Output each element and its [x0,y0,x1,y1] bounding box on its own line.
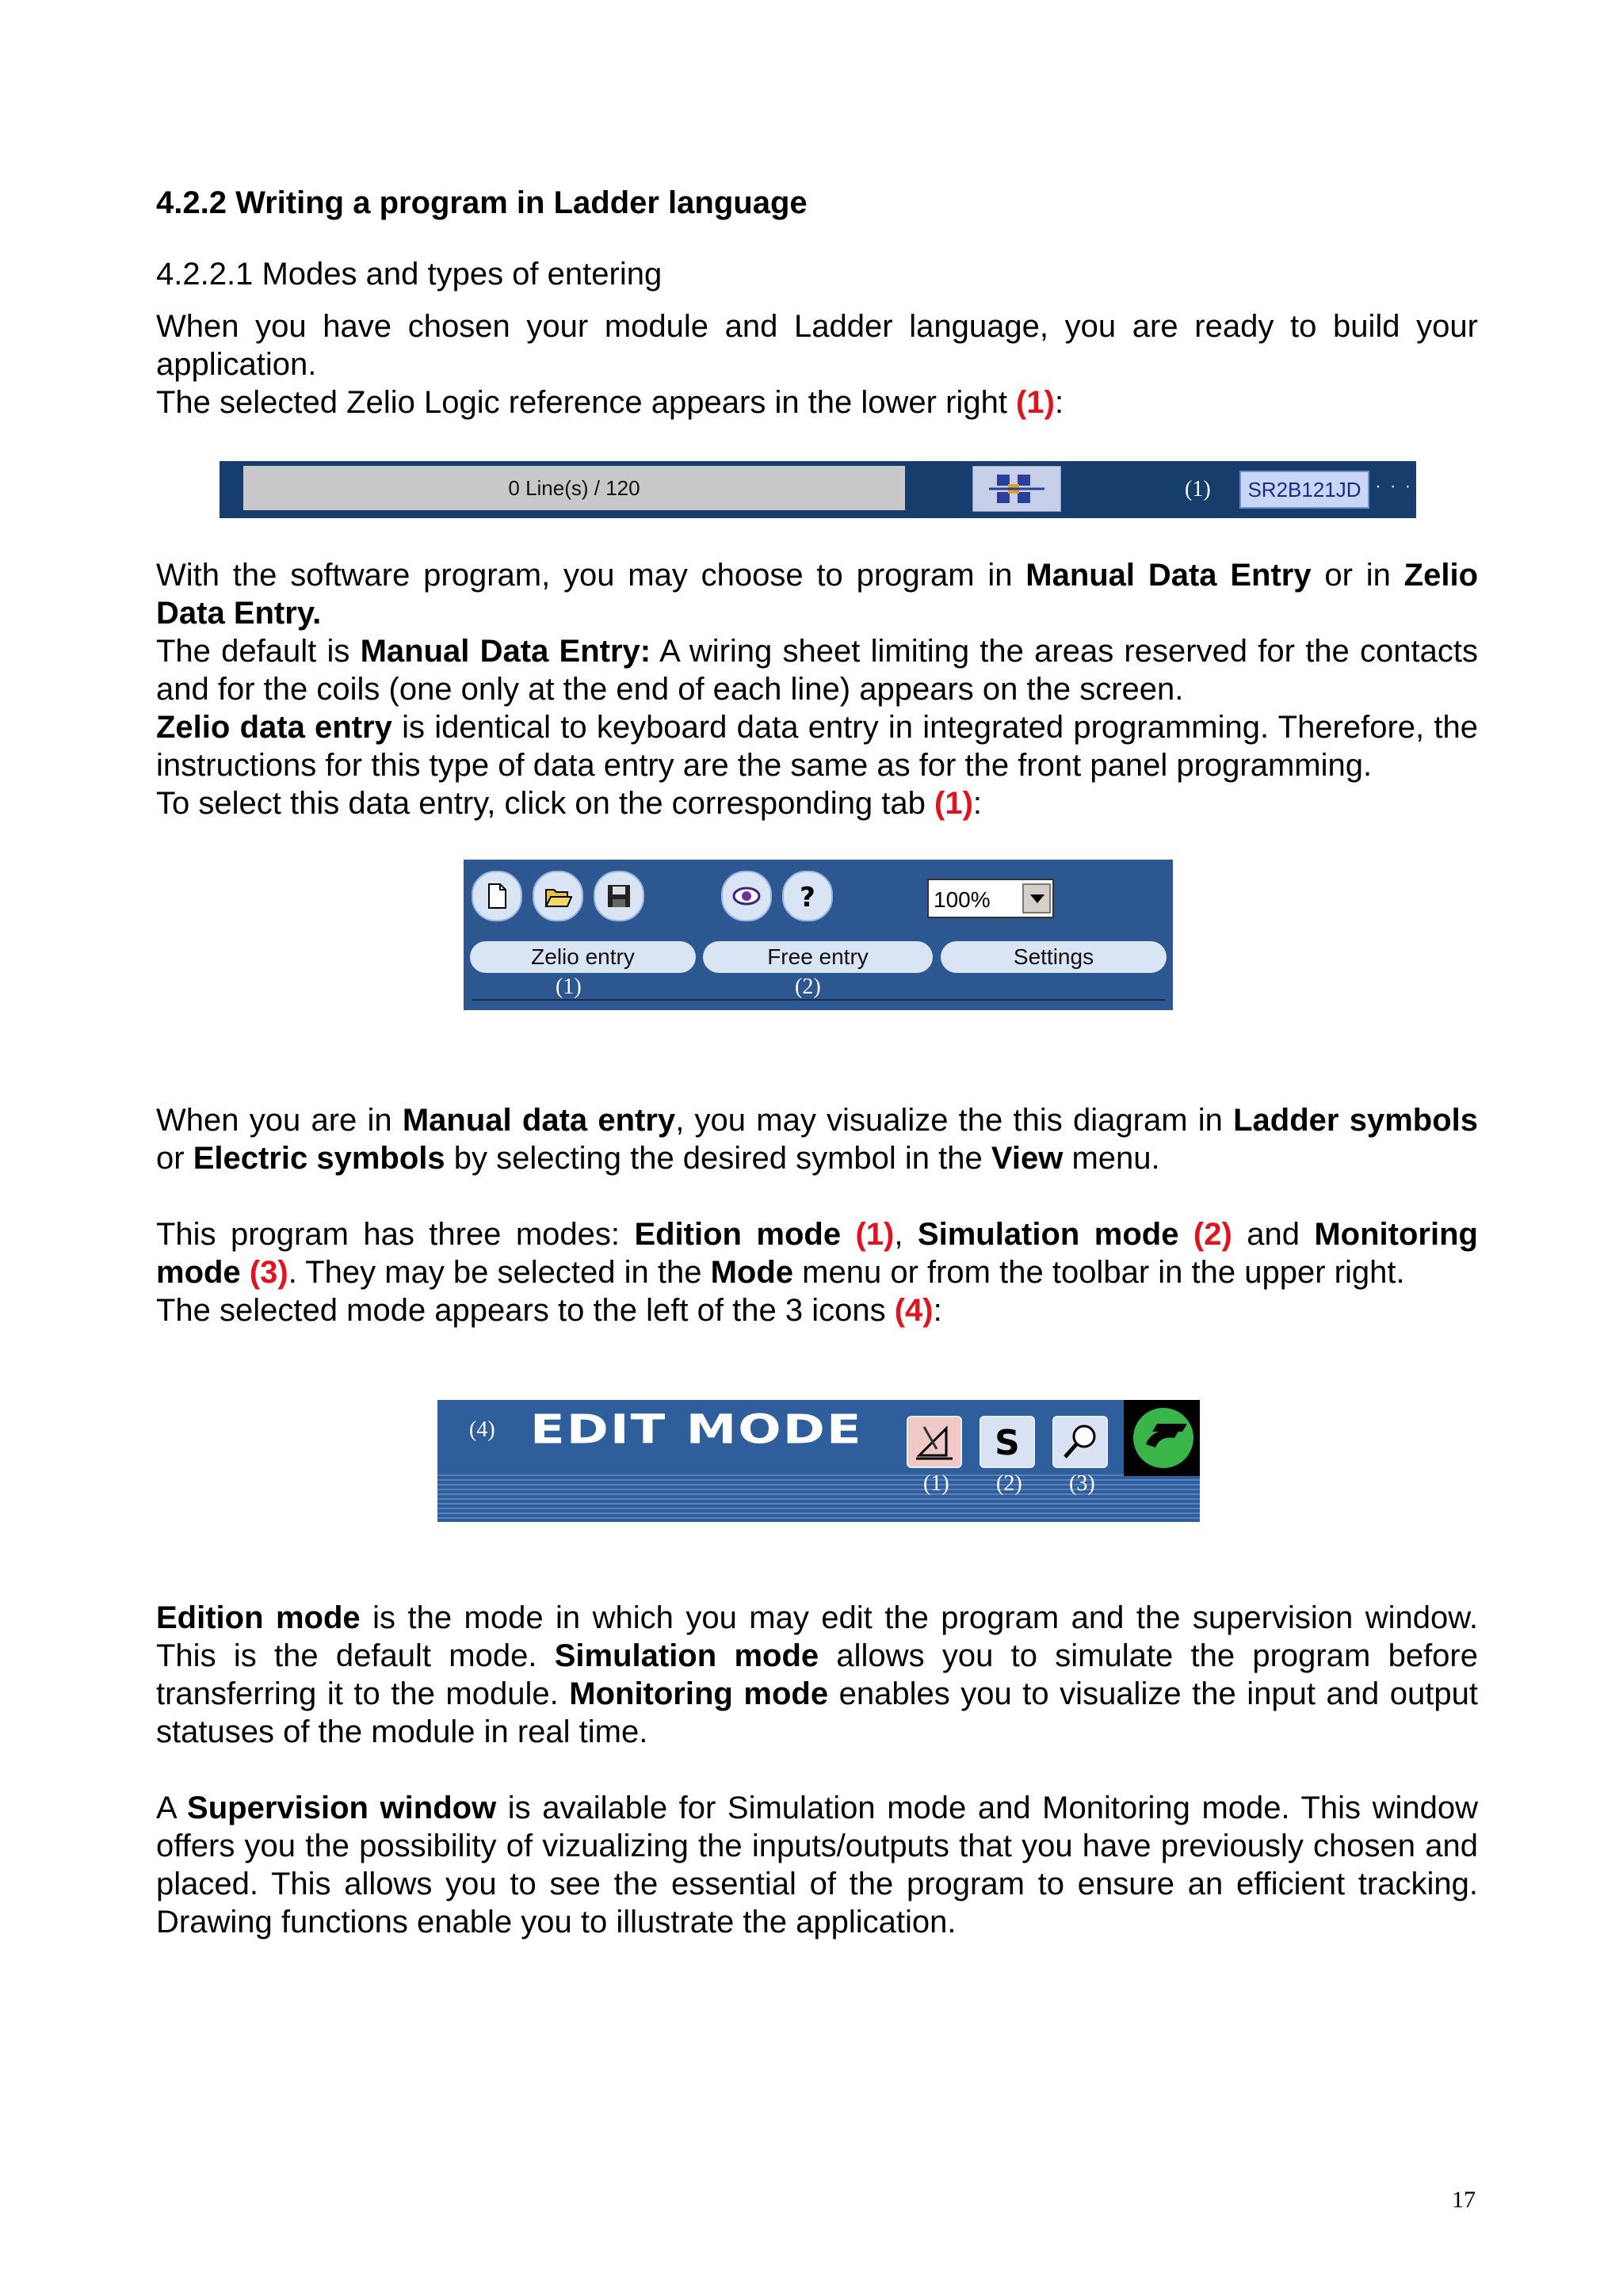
divider [472,999,1165,1001]
callout-1: (1) [1185,477,1211,502]
text: allows you to simulate the program before transferring it to the module. [156,1638,1478,1711]
tab-free-entry[interactable]: Free entry [703,941,933,973]
text: To select this data entry, click on the corresponding tab [156,786,935,821]
tab-settings[interactable]: Settings [941,941,1167,973]
text: or [156,1141,193,1176]
save-button[interactable] [594,871,644,921]
text: When you have chosen your module and Ladder language, you are ready to build your application. [156,309,1478,382]
zoom-value: 100% [934,887,991,912]
svg-text:?: ? [800,882,815,910]
help-button[interactable] [782,871,833,921]
eye-icon [732,882,761,910]
bold-term: Manual Data Entry [1025,558,1312,593]
new-file-icon [483,882,511,910]
mode-bar-figure [437,1400,1200,1522]
line-count: 0 Line(s) / 120 [243,466,905,510]
callout-ref: (4) [894,1293,934,1328]
bold-term: Manual data entry [402,1103,676,1138]
callout-ref: (1) [855,1217,895,1252]
text: is identical to keyboard data entry in integrated programming. Therefore, the instructions for this type of data entry are the same as for the front panel programming. [156,710,1479,783]
bold-term: Supervision window [187,1791,497,1825]
status-bar-figure [220,461,1416,518]
callout-1: (1) [556,974,582,999]
simulation-mode-button[interactable] [980,1416,1035,1468]
text: : [972,786,983,821]
text: , you may visualize the this diagram in [675,1103,1234,1138]
text: A wiring sheet limiting the areas reserved for the contacts and for the coils (one only at the end of each line) appears on the screen. [156,634,1478,707]
text: The selected Zelio Logic reference appears in the lower right [156,385,1017,420]
text: : [933,1293,942,1328]
text: The selected mode appears to the left of the 3 icons [156,1293,895,1328]
magnifier-icon [1054,1417,1106,1466]
text: : [1054,385,1064,420]
callout-2: (2) [996,1471,1022,1496]
paragraph-supervision [156,1789,1478,1941]
text: menu. [1063,1141,1160,1176]
bold-term: Monitoring mode [156,1217,1478,1290]
bold-term: Zelio data entry [156,710,392,745]
view-button[interactable] [721,871,772,921]
open-file-button[interactable] [533,871,583,921]
callout-ref: (1) [1016,385,1055,420]
text: With the software program, you may choose to program in [156,558,1026,593]
bold-term: Monitoring mode [569,1676,829,1711]
bold-term: View [991,1141,1064,1176]
bold-term: Edition mode [634,1217,842,1252]
ellipsis: · · · [1375,475,1413,497]
edit-ruler-icon [908,1417,960,1466]
question-mark-icon [793,882,822,910]
callout-ref: (3) [249,1255,288,1290]
text: When you are in [156,1103,403,1138]
open-folder-icon [544,882,572,910]
bold-term: Edition mode [156,1600,361,1635]
bold-term: Zelio Data Entry. [156,558,1478,631]
callout-4: (4) [469,1417,495,1442]
tab-zelio-entry[interactable]: Zelio entry [470,941,696,973]
section-heading: 4.2.2 Writing a program in Ladder language [156,185,808,220]
page-number: 17 [1452,2187,1476,2213]
text: . They may be selected in the [288,1255,711,1290]
module-icon [972,466,1061,512]
save-disk-icon [605,882,633,910]
paragraph-intro [156,307,1478,421]
text: by selecting the desired symbol in the [445,1141,991,1176]
bold-term: Manual Data Entry: [360,634,651,669]
callout-ref: (2) [1193,1217,1232,1252]
paragraph-data-entry [156,556,1478,822]
simulation-s-icon [981,1417,1033,1466]
dropdown-arrow-icon[interactable] [1022,883,1051,913]
bold-term: Ladder symbols [1233,1103,1479,1138]
toolbar-figure [464,860,1173,1010]
text: This program has three modes: [156,1217,635,1252]
bold-term: Simulation mode [917,1217,1179,1252]
paragraph-modes [156,1215,1478,1329]
simulation-letter: S [995,1423,1020,1463]
text: is available for Simulation mode and Monitoring mode. This window offers you the possibility of vizualizing the inputs/outputs that you have previously chosen and placed. This allows you to see the essential of the program to ensure an efficient tracking. Drawing functions enable you to illustrate the application. [156,1791,1478,1939]
monitoring-mode-button[interactable] [1052,1416,1108,1468]
module-reference[interactable]: SR2B121JD [1239,471,1369,509]
text: A [156,1791,188,1825]
bold-term: Electric symbols [193,1141,445,1176]
text: , [894,1217,918,1252]
callout-3: (3) [1069,1471,1095,1496]
new-file-button[interactable] [472,871,522,921]
text: is the mode in which you may edit the program and the supervision window. This is the default mode. [156,1600,1479,1673]
callout-1: (1) [923,1471,949,1496]
edit-mode-button[interactable] [907,1416,962,1468]
mode-title: EDIT MODE [530,1406,863,1454]
paragraph-mode-descriptions [156,1599,1478,1751]
text: menu or from the toolbar in the upper right. [793,1255,1405,1290]
bold-term: Simulation mode [554,1638,819,1673]
zelio-logo-icon [1124,1400,1200,1476]
zoom-select[interactable] [927,879,1054,918]
paragraph-view [156,1101,1478,1177]
callout-2: (2) [795,974,821,999]
text: or in [1311,558,1404,593]
bold-term: Mode [710,1255,794,1290]
text: and [1232,1217,1315,1252]
text: enables you to visualize the input and output statuses of the module in real time. [156,1676,1479,1749]
callout-ref: (1) [934,786,973,821]
text: The default is [156,634,361,669]
subsection-heading: 4.2.2.1 Modes and types of entering [156,257,663,292]
